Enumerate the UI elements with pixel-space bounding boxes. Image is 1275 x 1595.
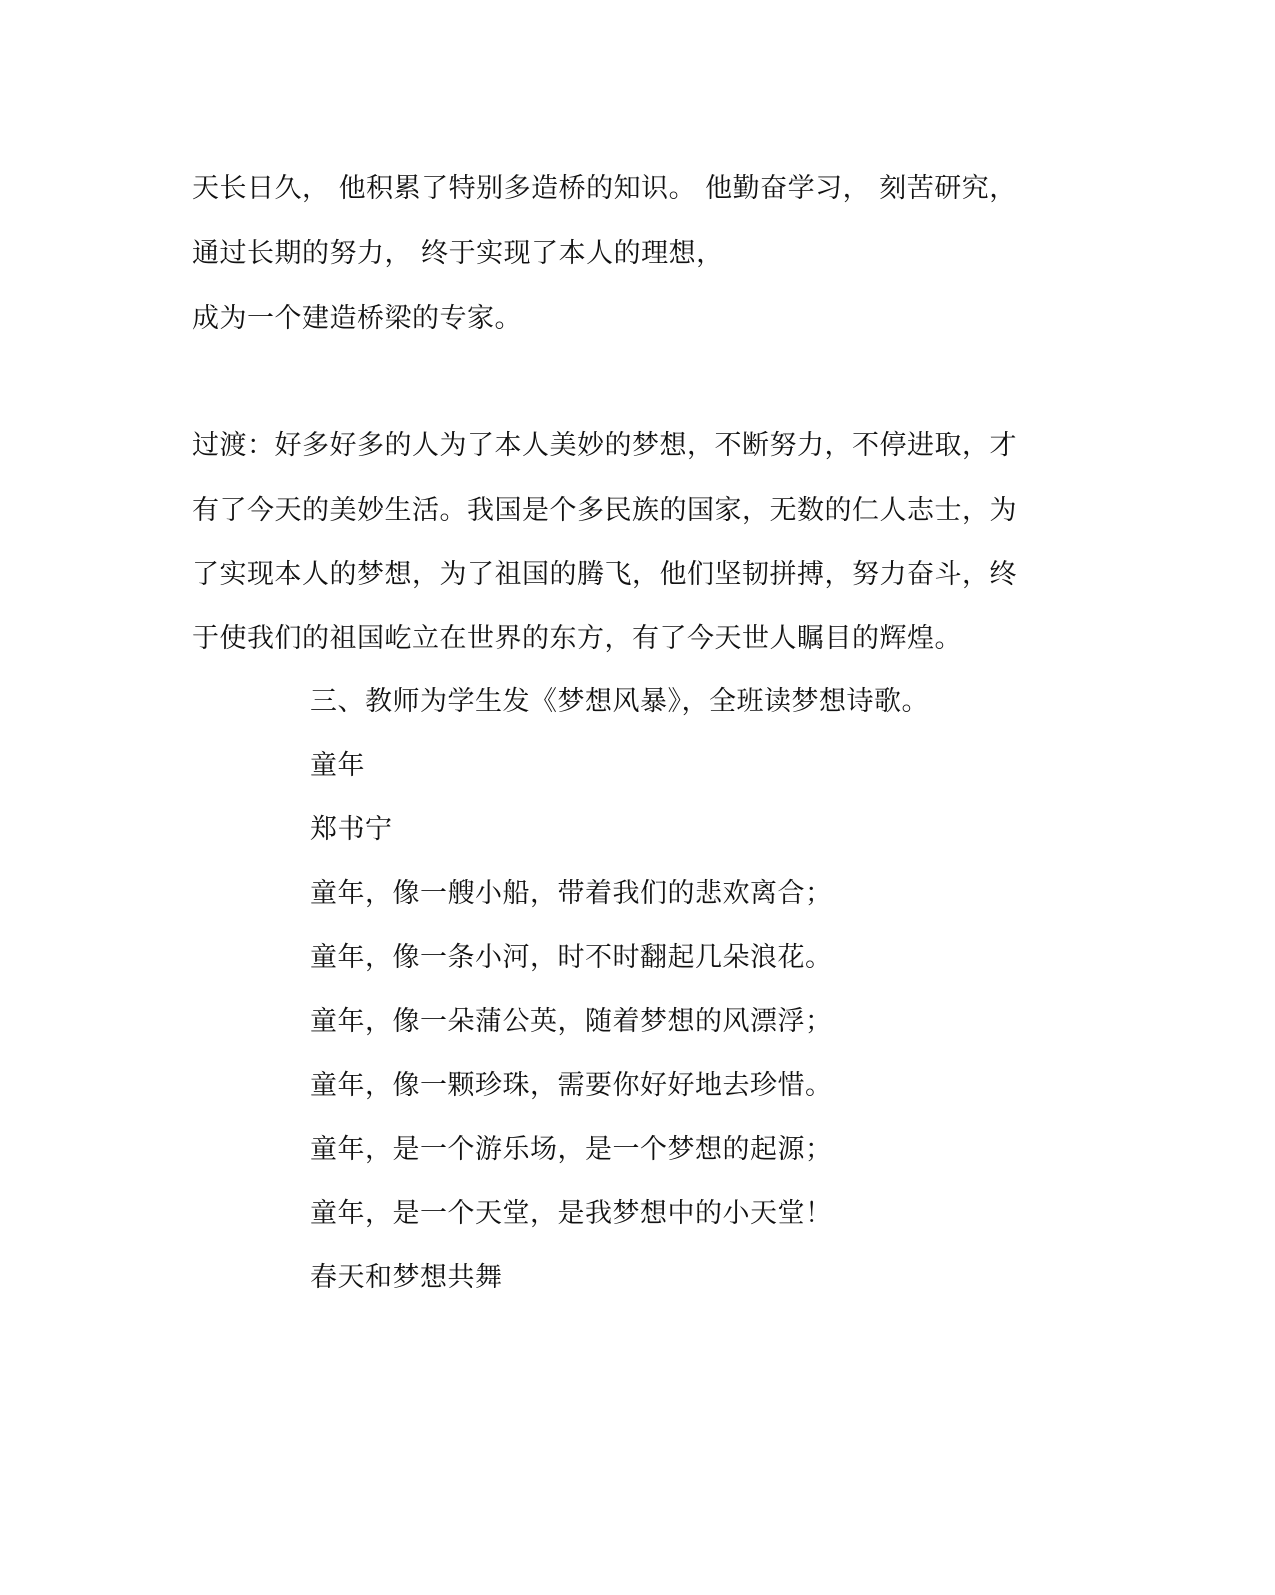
- paragraph-1-line-2: 通过长期的努力， 终于实现了本人的理想，: [192, 238, 724, 269]
- transition-line-1: 过渡：好多好多的人为了本人美妙的梦想，不断努力，不停进取，才: [192, 430, 1017, 461]
- poem-line-4: 童年，像一颗珍珠，需要你好好地去珍惜。: [310, 1070, 833, 1101]
- paragraph-1-line-1: 天长日久， 他积累了特别多造桥的知识。 他勤奋学习， 刻苦研究，: [192, 173, 1017, 204]
- transition-line-4: 于使我们的祖国屹立在世界的东方，有了今天世人瞩目的辉煌。: [192, 623, 962, 654]
- section-three-heading: 三、教师为学生发《梦想风暴》，全班读梦想诗歌。: [310, 686, 929, 717]
- next-poem-title: 春天和梦想共舞: [310, 1262, 503, 1293]
- poem-line-3: 童年，像一朵蒲公英，随着梦想的风漂浮；: [310, 1006, 833, 1037]
- paragraph-1-line-3: 成为一个建造桥梁的专家。: [192, 303, 522, 334]
- poem-line-5: 童年，是一个游乐场，是一个梦想的起源；: [310, 1134, 833, 1165]
- transition-line-2: 有了今天的美妙生活。我国是个多民族的国家，无数的仁人志士，为: [192, 495, 1017, 526]
- poem-title: 童年: [310, 750, 365, 781]
- poem-line-2: 童年，像一条小河，时不时翻起几朵浪花。: [310, 942, 833, 973]
- poem-line-6: 童年，是一个天堂，是我梦想中的小天堂！: [310, 1198, 833, 1229]
- poem-author: 郑书宁: [310, 814, 393, 845]
- transition-line-3: 了实现本人的梦想，为了祖国的腾飞，他们坚韧拼搏，努力奋斗，终: [192, 559, 1017, 590]
- poem-line-1: 童年，像一艘小船，带着我们的悲欢离合；: [310, 878, 833, 909]
